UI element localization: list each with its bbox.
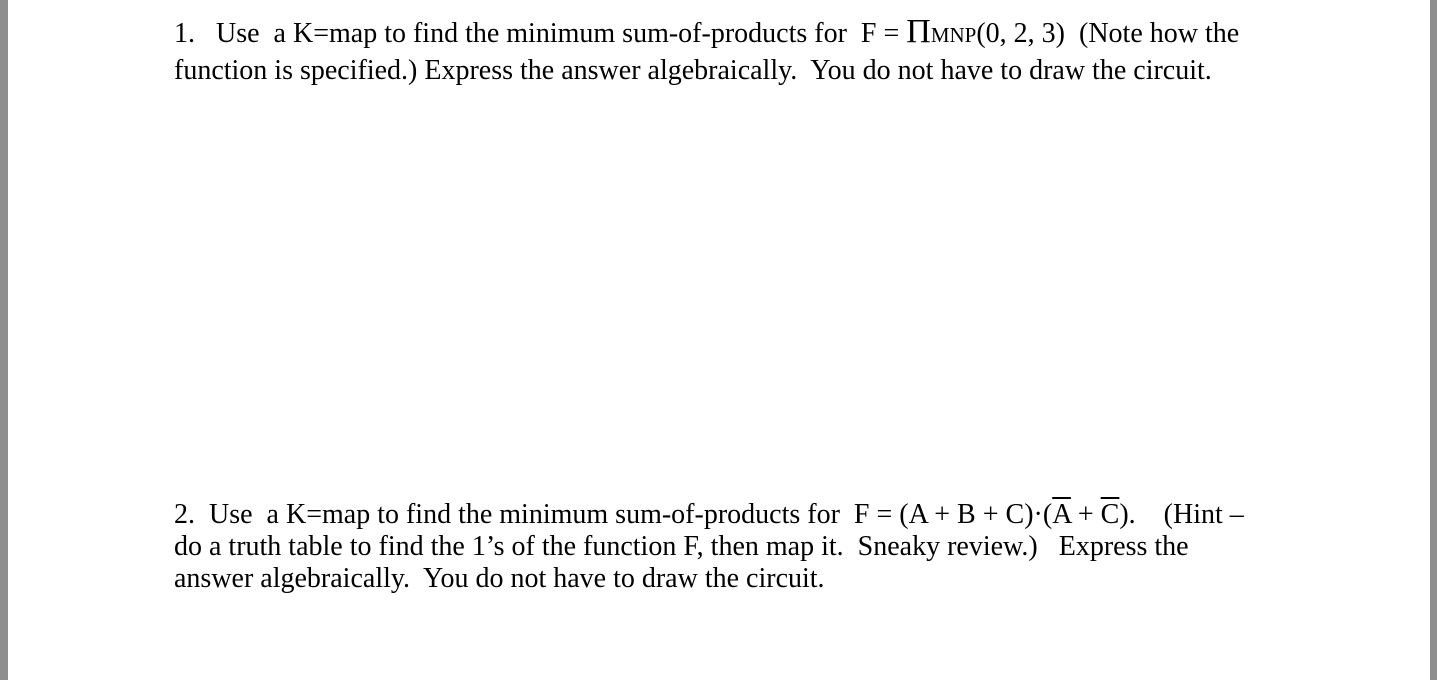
problem-2-line-1 xyxy=(174,499,1294,531)
problem-2-line-3: answer algebraically. You do not have to draw the circuit. xyxy=(174,563,825,594)
plus-sign: + xyxy=(1070,499,1101,530)
problem-1-line-1 xyxy=(174,14,1294,53)
problem-1-terms: (0, 2, 3) (Note how the xyxy=(976,18,1240,49)
left-window-edge xyxy=(0,0,8,680)
problem-2-hint: ). (Hint – xyxy=(1119,499,1244,530)
c-bar: $\overline{C}$ xyxy=(1100,499,1120,530)
problem-2 xyxy=(174,499,1294,595)
problem-1 xyxy=(174,14,1294,88)
multiply-dot: · xyxy=(1033,499,1043,530)
problem-1-number: 1. xyxy=(174,18,195,49)
a-bar: $\overline{A}$ xyxy=(1052,499,1071,530)
right-window-edge xyxy=(1430,0,1437,680)
problem-1-text: Use a K=map to find the minimum sum-of-products for F = xyxy=(195,18,907,49)
problem-2-line-2: do a truth table to find the 1’s of the function F, then map it. Sneaky review.) Express the xyxy=(174,531,1189,562)
product-subscript: MNP xyxy=(930,23,977,47)
problem-1-line-2: function is specified.) Express the answer algebraically. You do not have to draw the circuit. xyxy=(174,55,1212,86)
paren-open: ( xyxy=(1042,499,1053,530)
product-symbol: Π xyxy=(906,13,931,50)
problem-2-text: 2. Use a K=map to find the minimum sum-of-products for F = (A + B + C) xyxy=(174,499,1034,530)
